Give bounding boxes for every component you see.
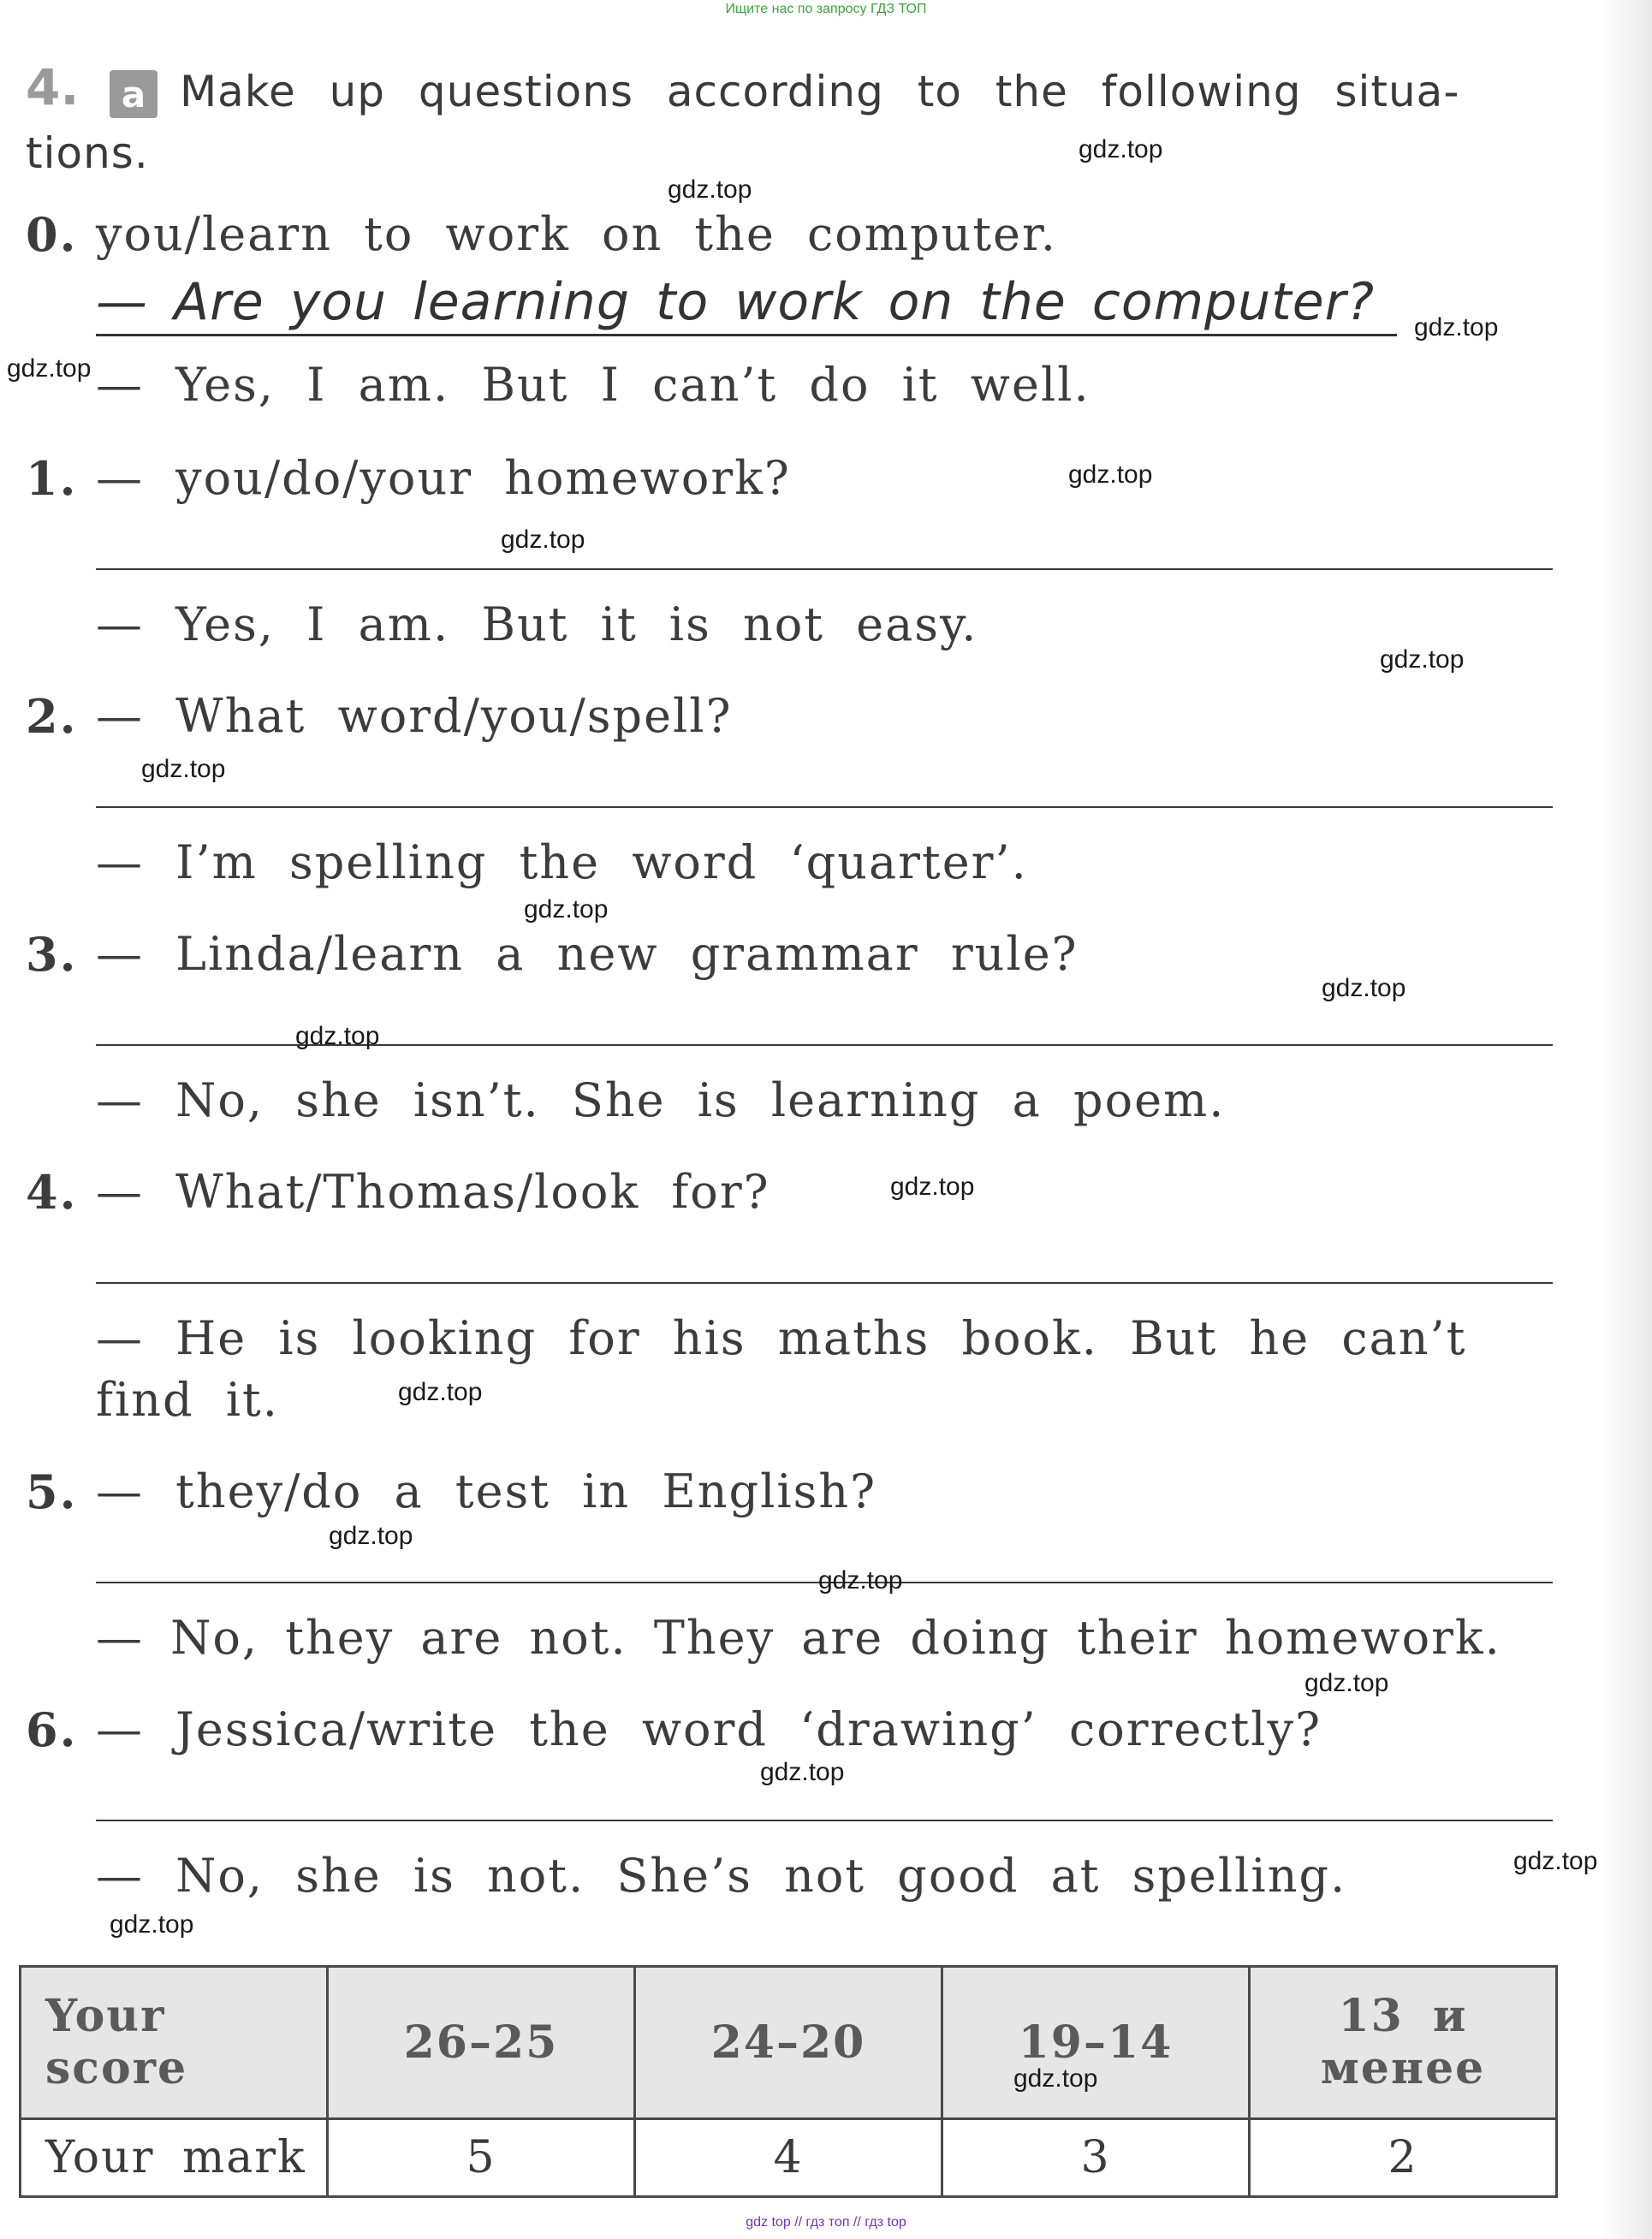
page-edge-shading: [1601, 0, 1652, 2239]
example-number: 0.: [26, 207, 78, 262]
watermark: gdz.top: [1068, 460, 1153, 489]
item-prompt: — Jessica/write the word ‘drawing’ correctly?: [96, 1702, 1322, 1756]
item-reply-continued: find it.: [96, 1373, 279, 1427]
item-prompt: — you/do/your homework?: [96, 451, 791, 505]
watermark: gdz.top: [1322, 974, 1406, 1002]
watermark: gdz.top: [1304, 1669, 1389, 1697]
watermark: gdz.top: [760, 1758, 845, 1786]
item-prompt: — Linda/learn a new grammar rule?: [96, 927, 1079, 981]
item-reply: — No, they are not. They are doing their homework.: [96, 1611, 1501, 1665]
example-handwritten-answer: — Are you learning to work on the computer?: [96, 272, 1376, 332]
example-reply: — Yes, I am. But I can’t do it well.: [96, 358, 1090, 412]
item-number: 6.: [26, 1702, 78, 1757]
watermark: gdz.top: [1414, 313, 1499, 341]
answer-blank-line[interactable]: [96, 568, 1553, 570]
watermark: gdz.top: [1013, 2064, 1098, 2093]
watermark: gdz.top: [141, 755, 226, 783]
watermark: gdz.top: [818, 1566, 903, 1595]
item-reply: — I’m spelling the word ‘quarter’.: [96, 835, 1028, 889]
watermark: gdz.top: [295, 1022, 380, 1050]
mark-row-label: Your mark: [21, 2118, 328, 2196]
score-cell: 24–20: [635, 1967, 942, 2119]
mark-cell: 3: [942, 2118, 1250, 2196]
task-type-icon: [110, 70, 157, 118]
watermark: gdz.top: [890, 1173, 975, 1201]
watermark: gdz.top: [329, 1522, 413, 1550]
task-number: 4.: [26, 58, 80, 116]
item-prompt: — What word/you/spell?: [96, 689, 733, 743]
answer-blank-line[interactable]: [96, 806, 1553, 808]
item-number: 1.: [26, 451, 78, 506]
watermark: gdz.top: [110, 1910, 194, 1939]
item-reply: — No, she is not. She’s not good at spelling.: [96, 1849, 1347, 1903]
watermark: gdz.top: [398, 1378, 483, 1406]
item-number: 5.: [26, 1464, 78, 1519]
watermark: gdz.top: [501, 526, 585, 554]
example-prompt: you/learn to work on the computer.: [96, 207, 1058, 261]
watermark: gdz.top: [668, 175, 752, 204]
watermark: gdz.top: [524, 895, 609, 924]
item-number: 4.: [26, 1165, 78, 1220]
watermark: gdz.top: [7, 354, 92, 383]
item-reply: — No, she isn’t. She is learning a poem.: [96, 1073, 1226, 1127]
item-number: 2.: [26, 689, 78, 744]
score-cell: 13 и менее: [1250, 1967, 1557, 2119]
score-table: [19, 1965, 1558, 2198]
watermark: gdz.top: [1079, 135, 1163, 163]
item-prompt: — What/Thomas/look for?: [96, 1165, 770, 1219]
task-instruction-continued: tions.: [26, 128, 149, 178]
mark-cell: 5: [328, 2118, 635, 2196]
answer-blank-line[interactable]: [96, 1820, 1553, 1821]
mark-cell: 2: [1250, 2118, 1557, 2196]
example-answer-underline: [96, 334, 1397, 336]
item-reply: — He is looking for his maths book. But he can’t: [96, 1311, 1467, 1365]
score-cell: 19–14: [942, 1967, 1250, 2119]
task-instruction: Make up questions according to the following situa-: [180, 67, 1460, 116]
task-icon-letter: a: [121, 73, 146, 116]
score-row-label: Your score: [21, 1967, 328, 2119]
answer-blank-line[interactable]: [96, 1282, 1553, 1284]
mark-row: [21, 2118, 1557, 2196]
mark-cell: 4: [635, 2118, 942, 2196]
item-prompt: — they/do a test in English?: [96, 1464, 877, 1518]
top-banner: Ищите нас по запросу ГДЗ ТОП: [725, 2, 927, 16]
score-row: [21, 1967, 1557, 2119]
item-number: 3.: [26, 927, 78, 982]
watermark: gdz.top: [1380, 645, 1465, 674]
item-reply: — Yes, I am. But it is not easy.: [96, 597, 978, 651]
score-cell: 26–25: [328, 1967, 635, 2119]
bottom-banner: gdz top // гдз топ // гдз top: [746, 2215, 906, 2230]
watermark: gdz.top: [1513, 1847, 1598, 1875]
